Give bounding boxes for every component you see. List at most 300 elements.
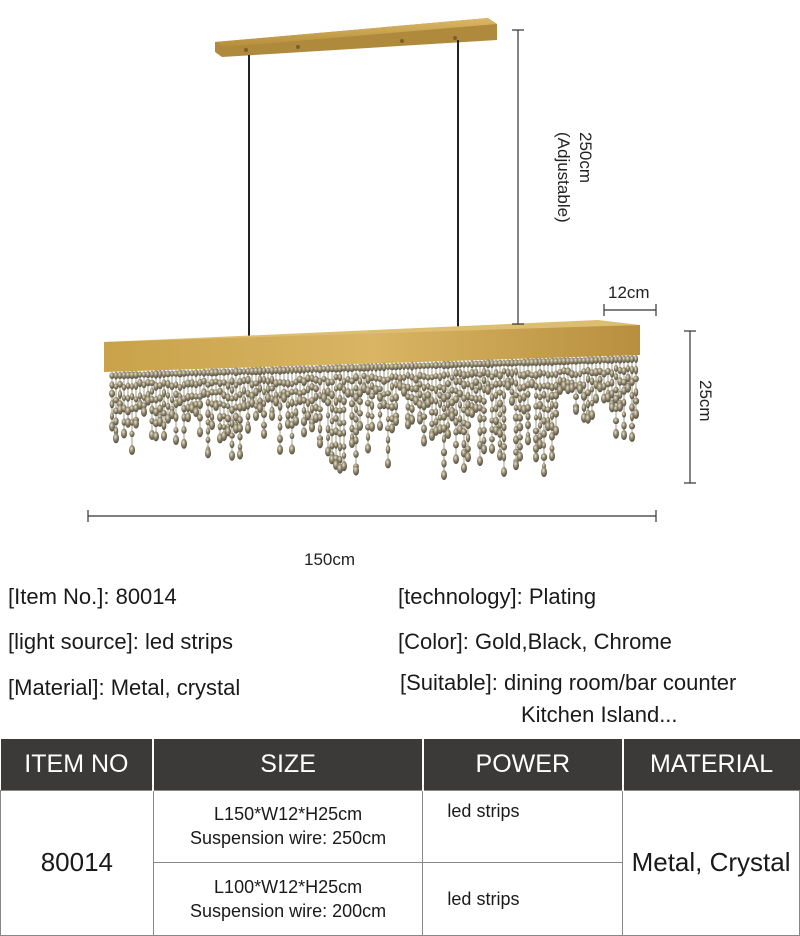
crystal-bead: [262, 400, 266, 407]
crystal-bead: [410, 362, 414, 371]
crystal-bead: [230, 386, 235, 393]
crystal-bead: [634, 355, 638, 363]
crystal-drop: [209, 420, 215, 430]
crystal-bead: [305, 366, 310, 373]
crystal-bead: [538, 383, 542, 392]
crystal-bead: [366, 433, 370, 441]
crystal-bead: [613, 387, 618, 393]
crystal-bead: [258, 384, 262, 393]
crystal-bead: [262, 367, 266, 375]
crystal-bead: [333, 415, 339, 422]
crystal-bead: [442, 405, 446, 412]
crystal-bead: [466, 381, 470, 388]
crystal-drop: [293, 416, 299, 426]
crystal-bead: [457, 361, 462, 367]
crystal-drop: [501, 467, 507, 477]
crystal-drop: [393, 416, 399, 426]
crystal-bead: [277, 435, 283, 443]
crystal-bead: [329, 379, 335, 386]
crystal-bead: [237, 416, 243, 424]
crystal-bead: [166, 392, 170, 398]
crystal-bead: [541, 430, 547, 438]
crystal-drop: [465, 452, 471, 462]
crystal-bead: [610, 379, 615, 387]
crystal-bead: [538, 422, 542, 428]
crystal-bead: [525, 421, 531, 429]
crystal-bead: [370, 401, 374, 410]
crystal-drop: [237, 450, 243, 460]
crystal-bead: [397, 363, 402, 370]
crystal-bead: [358, 377, 363, 384]
crystal-bead: [226, 369, 231, 376]
crystal-bead: [613, 418, 619, 424]
crystal-bead: [338, 374, 343, 382]
crystal-bead: [497, 411, 502, 417]
crystal-bead: [354, 406, 358, 413]
crystal-bead: [122, 395, 126, 401]
crystal-bead: [190, 370, 195, 376]
crystal-bead: [153, 370, 158, 379]
crystal-drop: [341, 461, 347, 471]
crystal-drop: [369, 422, 375, 432]
crystal-bead: [506, 368, 511, 377]
crystal-bead: [374, 363, 378, 372]
crystal-drop: [205, 448, 211, 458]
crystal-bead: [290, 433, 295, 439]
size-cell: [153, 790, 423, 863]
crystal-drop: [289, 445, 295, 455]
crystal-bead: [422, 384, 427, 391]
crystal-bead: [210, 413, 214, 420]
crystal-bead: [294, 408, 299, 417]
crystal-drop: [621, 430, 627, 440]
crystal-drop: [489, 444, 495, 454]
crystal-bead: [378, 363, 383, 371]
crystal-drop: [385, 458, 391, 468]
crystal-bead: [621, 367, 626, 375]
crystal-bead: [390, 383, 394, 391]
crystal-bead: [126, 383, 131, 390]
crystal-bead: [178, 384, 183, 391]
crystal-bead: [297, 366, 302, 374]
crystal-bead: [630, 366, 634, 375]
crystal-bead: [329, 390, 335, 399]
crystal-bead: [517, 414, 523, 422]
crystal-bead: [353, 450, 358, 457]
crystal-bead: [162, 389, 166, 398]
crystal-bead: [622, 411, 626, 417]
crystal-bead: [554, 402, 559, 410]
crystal-bead: [290, 412, 294, 419]
spec-light-source: [light source]: led strips: [8, 629, 233, 654]
crystal-bead: [194, 369, 199, 377]
crystal-bead: [181, 426, 186, 434]
crystal-bead: [326, 434, 330, 441]
crystal-bead: [266, 377, 271, 385]
crystal-bead: [542, 370, 546, 377]
crystal-bead: [501, 443, 507, 450]
crystal-drop: [161, 431, 167, 441]
drop-note: (Adjustable): [554, 132, 573, 223]
crystal-bead: [590, 386, 594, 392]
crystal-bead: [278, 423, 283, 431]
crystal-bead: [385, 390, 391, 396]
crystal-bead: [634, 366, 638, 375]
crystal-bead: [525, 404, 531, 412]
crystal-bead: [461, 428, 467, 435]
crystal-drop: [445, 429, 451, 439]
crystal-bead: [454, 409, 458, 416]
crystal-bead: [138, 392, 142, 399]
crystal-bead: [453, 441, 459, 448]
header-item-no: ITEM NO: [1, 739, 154, 790]
crystal-bead: [198, 370, 202, 376]
crystal-bead: [438, 400, 442, 408]
crystal-bead: [462, 361, 466, 368]
spec-technology: [technology]: Plating: [398, 584, 597, 609]
crystal-bead: [406, 363, 411, 370]
material-cell: Metal, Crystal: [623, 790, 800, 936]
size-dimensions: L100*W12*H25cm: [214, 877, 363, 898]
crystal-bead: [237, 433, 242, 440]
crystal-bead: [110, 412, 114, 419]
size-wire: Suspension wire: 250cm: [190, 828, 387, 849]
crystal-bead: [525, 413, 530, 421]
crystal-bead: [546, 371, 551, 379]
crystal-bead: [502, 434, 506, 442]
crystal-bead: [326, 412, 330, 418]
crystal-bead: [405, 383, 410, 391]
crystal-bead: [353, 436, 358, 444]
crystal-bead: [386, 436, 390, 443]
crystal-bead: [353, 416, 358, 423]
crystal-bead: [342, 420, 347, 426]
crystal-bead: [206, 437, 211, 443]
crystal-bead: [538, 412, 542, 420]
crystal-bead: [594, 357, 599, 364]
crystal-bead: [498, 380, 503, 388]
crystal-drop: [185, 412, 191, 422]
crystal-bead: [434, 408, 438, 416]
crystal-bead: [534, 414, 538, 420]
crystal-bead: [278, 402, 283, 411]
crystal-bead: [621, 422, 626, 430]
crystal-drop: [461, 463, 467, 473]
crystal-bead: [118, 390, 122, 399]
crystal-bead: [286, 366, 290, 374]
crystal-bead: [314, 392, 319, 401]
crystal-bead: [318, 425, 322, 434]
crystal-bead: [261, 410, 267, 418]
crystal-drop: [317, 438, 323, 448]
crystal-bead: [473, 387, 478, 394]
crystal-bead: [313, 385, 319, 392]
crystal-bead: [466, 434, 470, 443]
crystal-drop: [181, 439, 187, 449]
crystal-drop: [365, 443, 371, 453]
crystal-drop: [453, 454, 459, 464]
crystal-bead: [130, 393, 135, 400]
crystal-drop: [589, 410, 595, 420]
crystal-bead: [629, 423, 635, 429]
crystal-bead: [394, 402, 398, 411]
height-value: 25cm: [696, 380, 715, 422]
size-cell: [153, 863, 423, 936]
crystal-bead: [614, 373, 618, 380]
crystal-bead: [409, 405, 414, 413]
crystal-bead: [190, 379, 195, 388]
crystal-bead: [342, 406, 347, 413]
crystal-bead: [370, 413, 375, 419]
crystal-drop: [309, 422, 315, 432]
crystal-drop: [141, 407, 147, 417]
crystal-bead: [630, 355, 635, 363]
crystal-bead: [582, 381, 587, 389]
crystal-drop: [629, 432, 635, 442]
crystal-bead: [502, 453, 506, 462]
crystal-drop: [197, 427, 203, 437]
crystal-bead: [533, 428, 539, 434]
crystal-strands: [109, 355, 639, 480]
crystal-bead: [237, 424, 243, 433]
crystal-bead: [174, 413, 179, 422]
crystal-bead: [633, 398, 639, 405]
crystal-drop: [553, 426, 559, 436]
table-header-row: [1, 739, 800, 790]
crystal-drop: [153, 431, 159, 441]
crystal-bead: [542, 442, 546, 449]
table-row: [1, 790, 800, 863]
crystal-bead: [490, 407, 494, 413]
crystal-bead: [341, 397, 347, 405]
crystal-drop: [133, 419, 139, 429]
crystal-bead: [633, 376, 639, 383]
crystal-bead: [342, 443, 347, 449]
crystal-drop: [421, 437, 427, 447]
crystal-drop: [441, 470, 447, 480]
crystal-bead: [534, 383, 538, 391]
height-dimension-label: [695, 380, 737, 422]
crystal-bead: [418, 391, 423, 399]
crystal-bead: [134, 396, 139, 402]
item-no-cell: 80014: [1, 790, 154, 936]
size-wire: Suspension wire: 200cm: [190, 901, 387, 922]
crystal-bead: [434, 373, 439, 379]
crystal-bead: [441, 459, 446, 467]
crystal-bead: [366, 412, 371, 418]
crystal-bead: [550, 371, 555, 378]
crystal-bead: [514, 380, 519, 387]
crystal-bead: [261, 422, 267, 429]
crystal-bead: [109, 390, 115, 398]
crystal-drop: [229, 451, 235, 461]
crystal-drop: [269, 411, 275, 421]
power-cell: led strips: [423, 790, 623, 863]
crystal-bead: [290, 398, 295, 407]
crystal-bead: [317, 413, 322, 421]
crystal-bead: [502, 405, 507, 414]
crystal-bead: [622, 399, 627, 407]
crystal-drop: [253, 411, 259, 421]
crystal-bead: [370, 363, 374, 371]
crystal-bead: [206, 399, 211, 406]
crystal-bead: [310, 365, 314, 373]
crystal-drop: [573, 405, 579, 415]
crystal-bead: [478, 382, 483, 390]
crystal-bead: [481, 416, 486, 422]
crystal-bead: [162, 421, 167, 430]
spec-color: [Color]: Gold,Black, Chrome: [398, 629, 672, 654]
crystal-drop: [377, 421, 383, 431]
crystal-drop: [305, 411, 311, 421]
crystal-bead: [586, 400, 590, 409]
crystal-bead: [338, 456, 343, 464]
crystal-bead: [406, 372, 410, 379]
crystal-bead: [242, 387, 246, 395]
crystal-bead: [553, 410, 559, 418]
crystal-bead: [218, 423, 223, 430]
crystal-bead: [526, 391, 531, 398]
crystal-bead: [334, 397, 339, 406]
crystal-bead: [481, 398, 487, 405]
crystal-bead: [466, 361, 471, 367]
spec-item-no: [Item No.]: 80014: [8, 584, 177, 609]
crystal-drop: [409, 415, 415, 425]
crystal-drop: [261, 429, 267, 439]
crystal-bead: [186, 370, 190, 376]
crystal-bead: [157, 394, 163, 402]
crystal-bead: [434, 398, 438, 405]
crystal-bead: [550, 401, 554, 410]
crystal-bead: [414, 362, 418, 369]
crystal-bead: [329, 442, 334, 449]
crystal-bead: [441, 449, 447, 457]
crystal-bead: [205, 409, 210, 418]
crystal-bead: [342, 452, 346, 459]
crystal-bead: [502, 391, 506, 399]
ceiling-canopy: [215, 18, 497, 57]
crystal-bead: [286, 401, 290, 408]
header-material: MATERIAL: [623, 739, 800, 790]
crystal-bead: [630, 392, 635, 400]
crystal-bead: [502, 368, 506, 374]
crystal-bead: [501, 424, 506, 432]
crystal-bead: [158, 370, 162, 379]
crystal-bead: [230, 441, 235, 449]
crystal-bead: [378, 411, 382, 417]
crystal-bead: [338, 443, 342, 452]
spec-material: [Material]: Metal, crystal: [8, 675, 241, 700]
crystal-bead: [181, 405, 186, 413]
crystal-bead: [541, 453, 547, 461]
crystal-drop: [353, 466, 359, 476]
crystal-bead: [357, 398, 363, 405]
header-size: SIZE: [153, 739, 423, 790]
crystal-bead: [573, 393, 579, 400]
crystal-bead: [430, 397, 434, 405]
size-dimensions: L150*W12*H25cm: [214, 804, 363, 825]
crystal-bead: [237, 391, 242, 398]
crystal-bead: [537, 369, 542, 378]
crystal-bead: [545, 406, 551, 412]
crystal-bead: [246, 413, 251, 420]
crystal-drop: [277, 445, 283, 455]
crystal-drop: [357, 421, 363, 431]
crystal-bead: [390, 373, 395, 380]
crystal-drop: [549, 451, 555, 461]
crystal-bead: [122, 384, 126, 391]
crystal-bead: [242, 368, 246, 374]
crystal-bead: [169, 382, 174, 390]
crystal-bead: [290, 366, 294, 374]
crystal-bead: [334, 441, 338, 448]
crystal-bead: [441, 371, 446, 379]
crystal-bead: [433, 418, 438, 426]
crystal-bead: [582, 403, 587, 412]
crystal-drop: [513, 460, 519, 470]
crystal-drop: [633, 409, 639, 419]
depth-dimension-label: 12cm: [608, 283, 650, 302]
crystal-bead: [517, 434, 523, 440]
crystal-bead: [325, 398, 331, 406]
crystal-bead: [610, 369, 614, 377]
crystal-bead: [206, 428, 210, 435]
crystal-bead: [421, 425, 427, 434]
crystal-drop: [533, 452, 539, 462]
crystal-bead: [482, 437, 487, 444]
crystal-bead: [550, 445, 555, 452]
crystal-bead: [113, 417, 118, 425]
crystal-bead: [425, 362, 430, 368]
crystal-bead: [517, 443, 523, 451]
crystal-bead: [446, 371, 450, 377]
crystal-drop: [477, 456, 483, 466]
header-power: POWER: [423, 739, 623, 790]
crystal-bead: [109, 381, 114, 389]
crystal-bead: [514, 368, 518, 376]
crystal-bead: [574, 371, 578, 378]
crystal-bead: [386, 445, 390, 454]
crystal-bead: [465, 445, 471, 452]
crystal-drop: [525, 435, 531, 445]
crystal-bead: [489, 436, 495, 442]
crystal-bead: [502, 416, 507, 423]
crystal-bead: [497, 399, 503, 407]
crystal-drop: [129, 445, 135, 455]
crystal-bead: [174, 381, 179, 388]
crystal-bead: [278, 415, 283, 421]
crystal-bead: [286, 379, 291, 387]
crystal-bead: [490, 393, 494, 402]
crystal-bead: [262, 389, 266, 396]
crystal-drop: [541, 467, 547, 477]
crystal-drop: [173, 435, 179, 445]
crystal-bead: [421, 413, 427, 419]
crystal-bead: [130, 383, 134, 390]
crystal-drop: [301, 427, 307, 437]
crystal-bead: [510, 369, 514, 378]
crystal-bead: [634, 388, 638, 397]
crystal-bead: [418, 381, 423, 388]
crystal-drop: [517, 452, 523, 462]
crystal-bead: [330, 404, 334, 412]
crystal-bead: [342, 429, 346, 437]
crystal-bead: [481, 407, 487, 414]
crystal-bead: [382, 363, 387, 372]
crystal-drop: [121, 429, 127, 439]
crystal-bead: [258, 375, 263, 383]
power-cell: led strips: [423, 863, 623, 936]
